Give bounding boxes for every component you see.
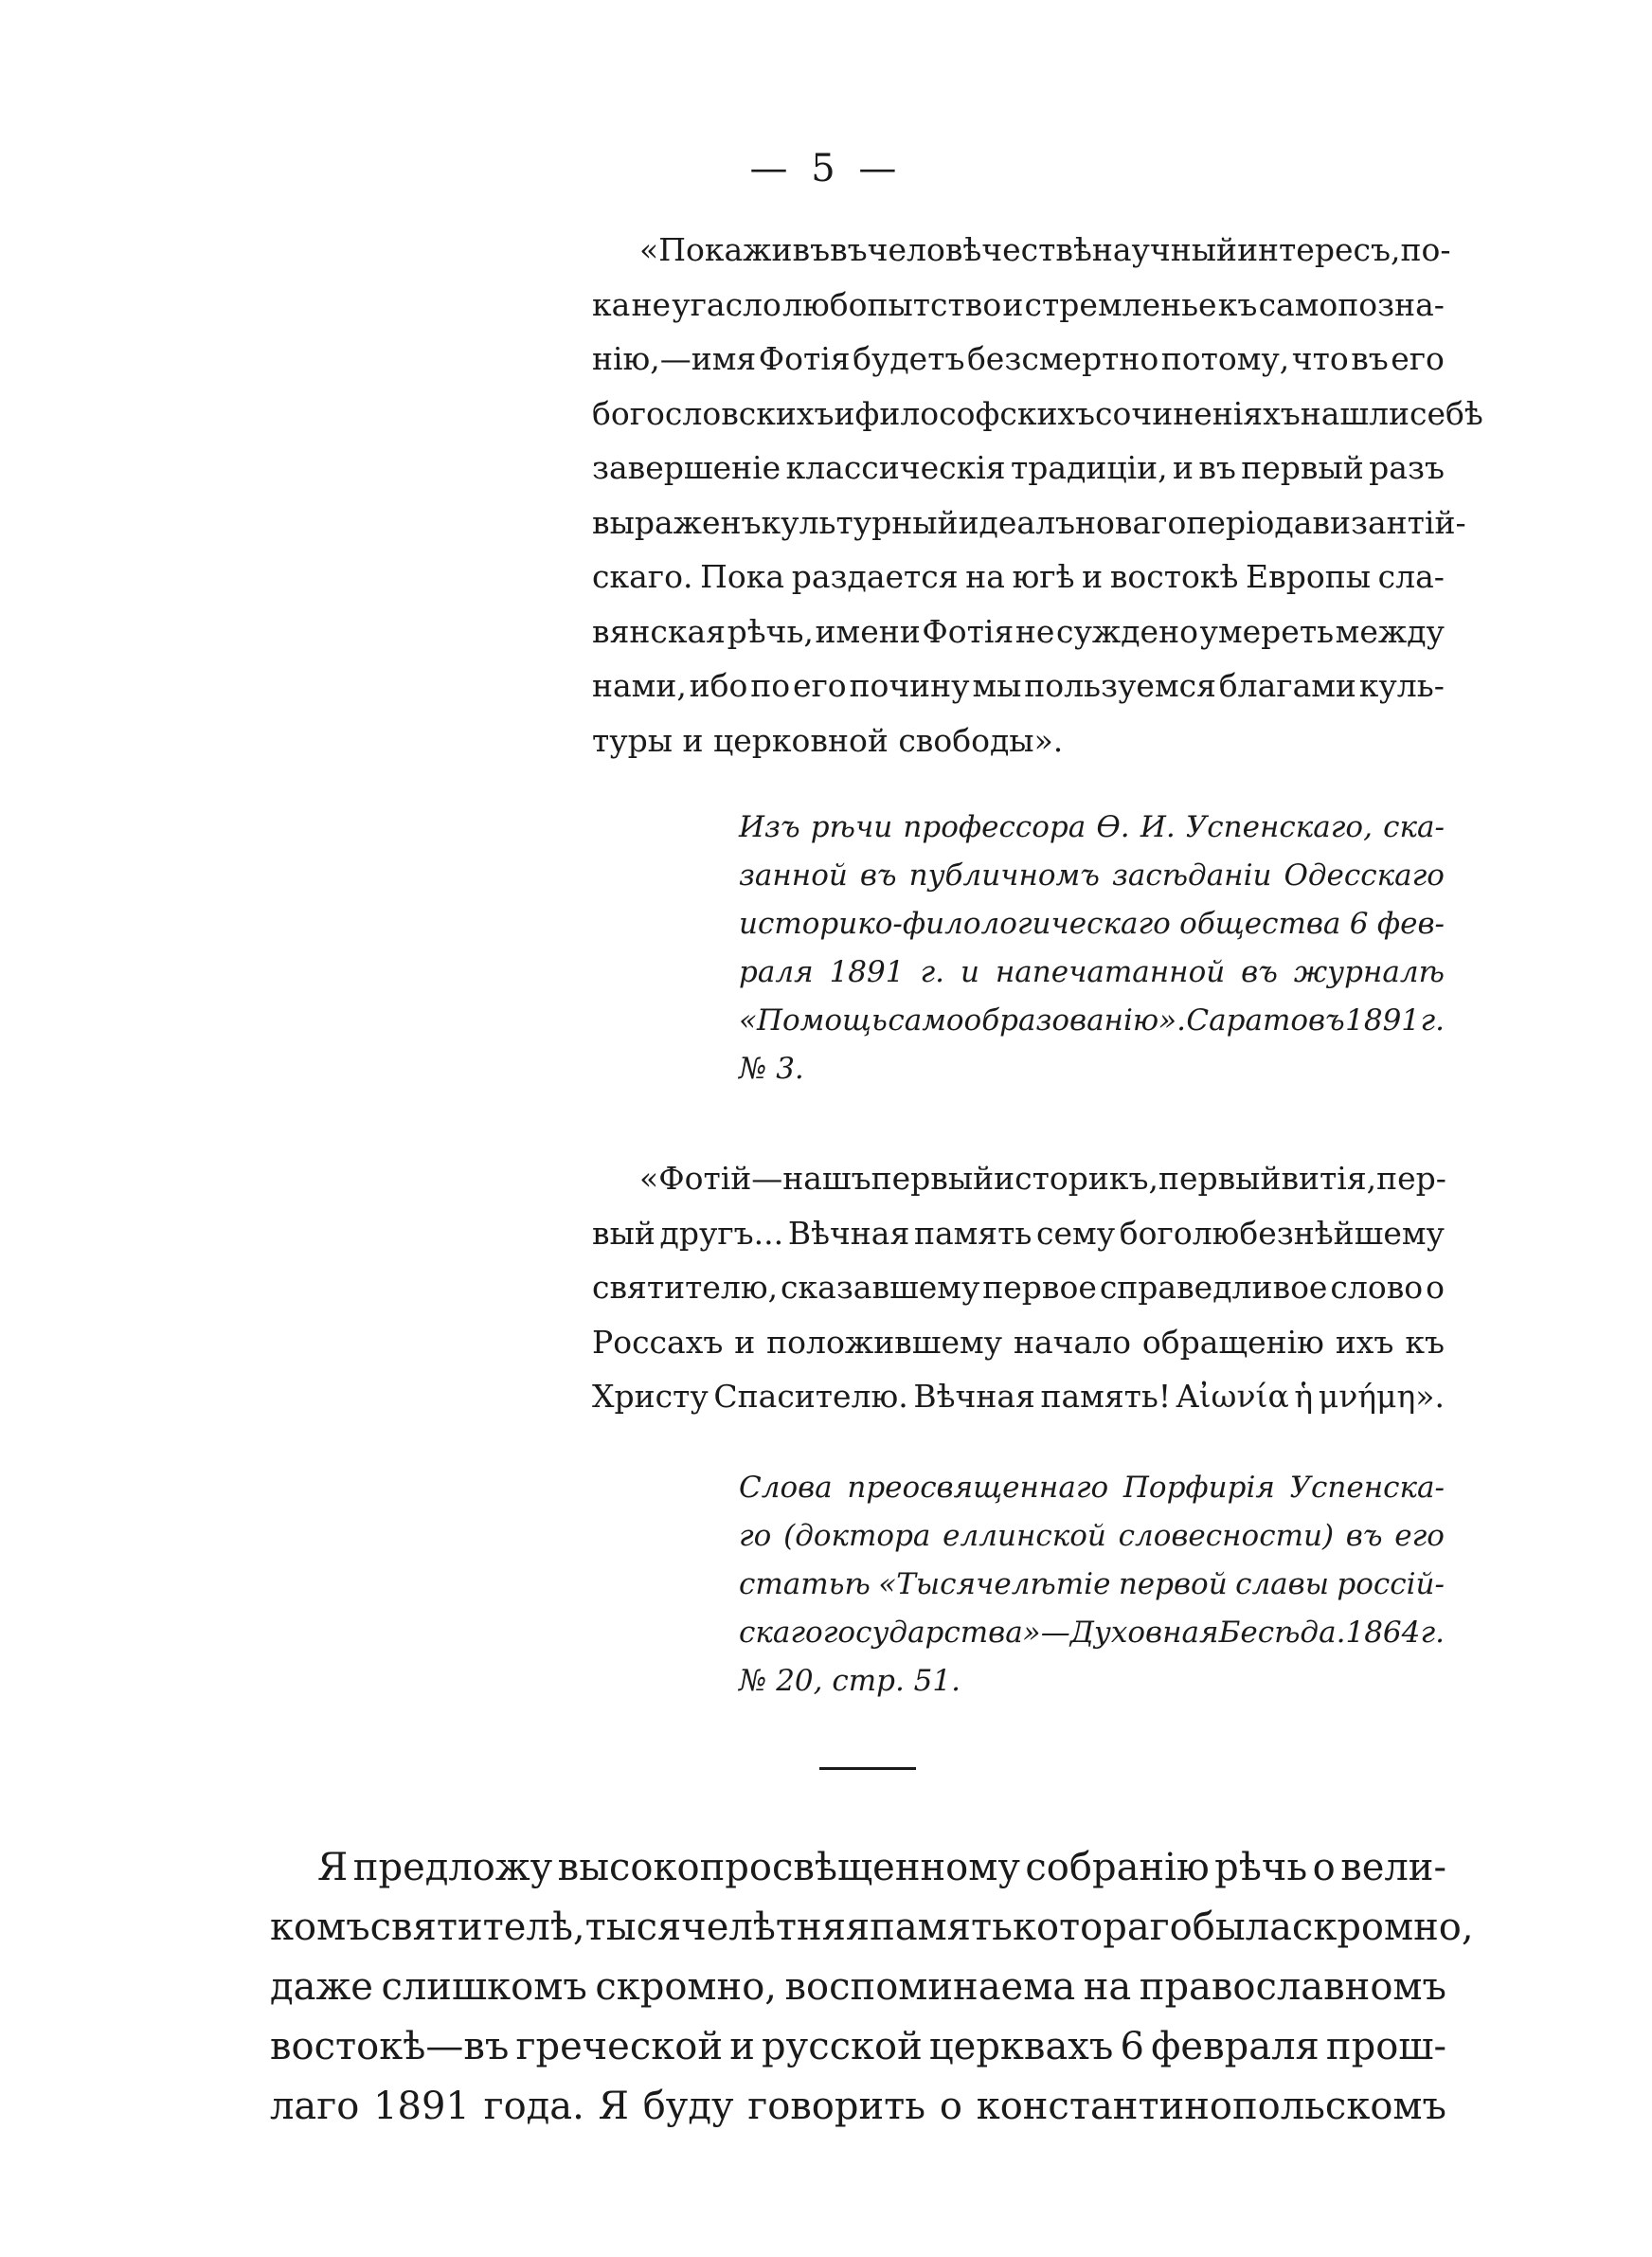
body-line: комъ святителѣ, тысячелѣтняя память котораго была скромно, (270, 1905, 1474, 1949)
body-line: Я предложу высокопросвѣщенному собранію рѣчь о вели- (317, 1846, 1446, 1889)
epigraph-2-line: вый другъ... Вѣчная память сему боголюбезнѣйшему (592, 1214, 1445, 1252)
epigraph-1-line: нію,—имя Фотія будетъ безсмертно потому, что въ его (592, 340, 1445, 377)
epigraph-1-line: «Пока живъ въ человѣчествѣ научный интересъ, по- (639, 231, 1451, 268)
section-separator-rule (819, 1767, 916, 1770)
attribution-1-line: раля 1891 г. и напечатанной въ журналѣ (739, 955, 1445, 989)
attribution-2-line: скаго государства» —Духовная Бесѣда. 1864 г. (739, 1616, 1445, 1650)
attribution-2-line: № 20, стр. 51. (739, 1664, 961, 1698)
epigraph-1-line: вянская рѣчь, имени Фотія не суждено умереть между (592, 612, 1445, 650)
epigraph-1-line: выраженъ культурный идеалъ новаго періода византій- (592, 503, 1466, 541)
epigraph-1-line: богословскихъ и философскихъ сочиненіяхъ нашли себѣ (592, 394, 1483, 432)
epigraph-2-line: «Фотій—нашъ первый историкъ, первый витія, пер- (639, 1160, 1446, 1197)
body-paragraph (270, 1838, 1474, 2137)
attribution-2-line: статьѣ «Тысячелѣтіе первой славы россій- (739, 1567, 1445, 1601)
epigraph-photius-quote (592, 223, 1483, 767)
body-line: лаго 1891 года. Я буду говорить о константинопольскомъ (270, 2085, 1446, 2128)
epigraph-2-line: Россахъ и положившему начало обращенію ихъ къ (592, 1323, 1445, 1361)
epigraph-1-attribution (739, 803, 1445, 1093)
epigraph-porphyrius-quote (592, 1151, 1445, 1424)
attribution-2-line: го (доктора еллинской словесности) въ его (739, 1519, 1445, 1553)
epigraph-1-line: завершеніе классическія традиціи, и въ первый разъ (592, 449, 1445, 486)
attribution-1-line: историко-филологическаго общества 6 фев- (739, 907, 1445, 941)
attribution-1-line: занной въ публичномъ засѣданіи Одесскаго (739, 858, 1445, 893)
attribution-2-line: Слова преосвященнаго Порфирія Успенска- (739, 1471, 1445, 1505)
epigraph-1-line: скаго. Пока раздается на югѣ и востокѣ Европы сла- (592, 558, 1445, 595)
body-line: даже слишкомъ скромно, воспоминаема на православномъ (270, 1965, 1446, 2009)
epigraph-2-line: святителю, сказавшему первое справедливое слово о (592, 1269, 1445, 1306)
epigraph-1-line: ка не угасло любопытство и стремленье къ самопозна- (592, 285, 1445, 323)
epigraph-1-line: туры и церковной свободы». (592, 721, 1064, 759)
attribution-1-line: № 3. (739, 1052, 804, 1086)
epigraph-2-attribution (739, 1464, 1445, 1706)
epigraph-1-line: нами, ибо по его почину мы пользуемся благами куль- (592, 667, 1445, 704)
epigraph-2-line: Христу Спасителю. Вѣчная память! Αἰωνία ἡ μνήμη». (592, 1378, 1445, 1415)
attribution-1-line: Изъ рѣчи профессора Ѳ. И. Успенскаго, ска- (739, 810, 1445, 844)
page-number: — 5 — (749, 147, 903, 190)
attribution-1-line: «Помощь самообразованію». Саратовъ 1891 г. (739, 1003, 1445, 1038)
body-line: востокѣ—въ греческой и русской церквахъ 6 февраля прош- (270, 2025, 1446, 2068)
